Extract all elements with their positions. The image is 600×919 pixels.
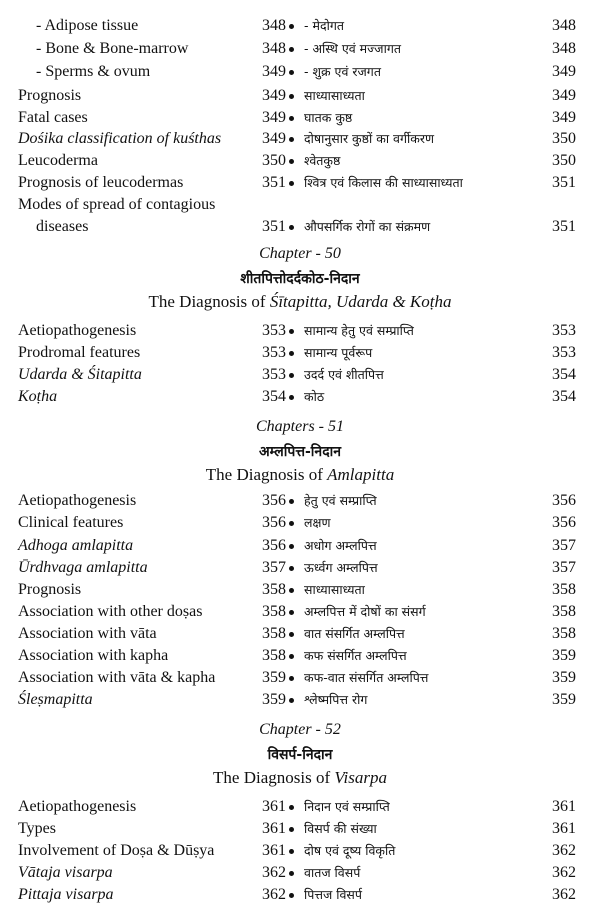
entry-page-hi: 350 [552,152,576,169]
entry-hi: वातज विसर्प [304,865,361,880]
entry-hi: अधोग अम्लपित्त [304,538,377,553]
chapter-title [0,768,600,788]
entry-hi: - मेदोगत [304,18,344,33]
chapter-title-terms: Amlapitta [327,465,395,484]
entry-en: Aetiopathogenesis [18,322,137,339]
entry-page: 349 [262,87,286,104]
entry-page: 358 [262,625,286,642]
entry-page: 358 [262,647,286,664]
toc-entry [0,623,600,645]
toc-entry [0,796,600,818]
entry-hi: साध्यासाध्यता [304,88,365,103]
toc-entry [0,342,600,364]
entry-hi: वात संसर्गित अम्लपित्त [304,626,405,641]
entry-page: 361 [262,842,286,859]
toc-entry [0,61,600,83]
chapter-title-prefix: The Diagnosis of [148,292,270,311]
toc-entry [0,386,600,408]
entry-hi: श्लेष्मपित्त रोग [304,692,368,707]
toc-entry [0,689,600,711]
entry-en: Prognosis [18,581,82,598]
chapter-number: Chapter - 50 [259,245,341,262]
toc-entry [0,172,600,194]
toc-entry [0,512,600,534]
entry-page: 348 [262,17,286,34]
toc-entry [0,818,600,840]
entry-page: 356 [262,537,286,554]
entry-page: 356 [262,492,286,509]
entry-page: 359 [262,691,286,708]
entry-page-hi: 351 [552,218,576,235]
entry-en: Prognosis [18,87,82,104]
entry-page-hi: 358 [552,603,576,620]
entry-page: 362 [262,886,286,903]
entry-en: - Sperms & ovum [36,63,151,80]
entry-page: 349 [262,109,286,126]
entry-page-hi: 359 [552,691,576,708]
entry-page: 358 [262,581,286,598]
entry-en: Association with vāta [18,625,157,642]
chapter-hindi-title: विसर्प-निदान [267,747,333,763]
toc-entry [0,15,600,37]
chapter-number: Chapters - 51 [256,418,344,435]
entry-hi: औपसर्गिक रोगों का संक्रमण [304,219,431,234]
entry-en: Aetiopathogenesis [18,492,137,509]
entry-page-hi: 361 [552,820,576,837]
entry-en: Udarda & Śitapitta [18,366,142,383]
toc-entry [0,216,600,238]
entry-page: 353 [262,322,286,339]
entry-hi: अम्लपित्त में दोषों का संसर्ग [304,604,426,619]
entry-page: 358 [262,603,286,620]
toc-entry [0,579,600,601]
chapter-title-prefix: The Diagnosis of [205,465,328,484]
entry-en: Types [18,820,56,837]
chapter-hindi-title: अम्लपित्त-निदान [258,444,342,460]
entry-hi: - शुक्र एवं रजगत [304,64,381,79]
toc-entry [0,667,600,689]
entry-hi: ऊर्ध्वग अम्लपित्त [304,560,378,575]
entry-en: Association with vāta & kapha [18,669,216,686]
entry-page: 353 [262,366,286,383]
chapter-title-terms: Śītapitta, Udarda & Koṭha [269,292,452,311]
entry-hi: कफ संसर्गित अम्लपित्त [304,648,407,663]
entry-en: - Adipose tissue [36,17,139,34]
entry-hi: उदर्द एवं शीतपित्त [304,367,384,382]
entry-en: Association with kapha [18,647,169,664]
toc-entry [0,128,600,150]
entry-en: Prognosis of leucodermas [18,174,184,191]
entry-hi: श्वेतकुष्ठ [304,153,341,168]
toc-entry-continued [0,194,600,216]
entry-en: Fatal cases [18,109,88,126]
entry-page-hi: 351 [552,174,576,191]
entry-en: Pittaja visarpa [18,886,114,903]
entry-page: 361 [262,820,286,837]
entry-en: - Bone & Bone-marrow [36,40,189,57]
toc-entry [0,320,600,342]
entry-page: 351 [262,174,286,191]
toc-entry [0,85,600,107]
entry-hi: श्वित्र एवं किलास की साध्यासाध्यता [304,175,463,190]
entry-en: Koṭha [18,388,58,405]
entry-hi: साध्यासाध्यता [304,582,365,597]
entry-en: Vātaja visarpa [18,864,113,881]
entry-page: 361 [262,798,286,815]
entry-page-hi: 359 [552,669,576,686]
entry-page: 351 [262,218,286,235]
entry-page-hi: 359 [552,647,576,664]
entry-hi: दोष एवं दूष्य विकृति [304,843,396,858]
entry-hi: घातक कुष्ठ [304,110,353,125]
entry-hi: सामान्य हेतु एवं सम्प्राप्ति [304,323,414,338]
toc-entry [0,38,600,60]
entry-page-hi: 356 [552,492,576,509]
entry-page-hi: 357 [552,559,576,576]
toc-entry [0,150,600,172]
chapter-title-prefix: The Diagnosis of [213,768,335,787]
entry-page-hi: 354 [552,366,576,383]
toc-entry [0,601,600,623]
entry-hi: कोठ [304,389,325,404]
entry-page-hi: 349 [552,109,576,126]
entry-en: diseases [36,218,89,235]
entry-page: 350 [262,152,286,169]
entry-en: Aetiopathogenesis [18,798,137,815]
entry-page-hi: 361 [552,798,576,815]
entry-hi: कफ-वात संसर्गित अम्लपित्त [304,670,429,685]
entry-page-hi: 350 [552,130,576,147]
entry-hi: निदान एवं सम्प्राप्ति [304,799,390,814]
entry-en: Śleṣmapitta [18,691,93,708]
entry-page-hi: 354 [552,388,576,405]
entry-page-hi: 356 [552,514,576,531]
entry-hi: हेतु एवं सम्प्राप्ति [304,493,377,508]
toc-entry [0,645,600,667]
entry-en: Adhoga amlapitta [18,537,134,554]
entry-page-hi: 348 [552,40,576,57]
entry-page-hi: 353 [552,344,576,361]
toc-entry [0,862,600,884]
entry-hi: - अस्थि एवं मज्जागत [304,41,401,56]
chapter-title-terms: Visarpa [334,768,387,787]
entry-hi: पित्तज विसर्प [304,887,362,902]
chapter-number: Chapter - 52 [259,721,341,738]
entry-page-hi: 348 [552,17,576,34]
entry-hi: लक्षण [304,515,331,530]
entry-en: Association with other doṣas [18,603,203,620]
entry-page-hi: 362 [552,842,576,859]
entry-page-hi: 353 [552,322,576,339]
toc-entry [0,840,600,862]
entry-page: 357 [262,559,286,576]
entry-hi: दोषानुसार कुष्ठों का वर्गीकरण [304,131,435,146]
entry-page-hi: 358 [552,581,576,598]
entry-en: Involvement of Doṣa & Dūṣya [18,842,215,859]
entry-page: 349 [262,63,286,80]
toc-entry [0,535,600,557]
entry-page: 353 [262,344,286,361]
entry-en: Clinical features [18,514,124,531]
entry-hi: विसर्प की संख्या [304,821,377,836]
chapter-title [0,292,600,312]
entry-page: 354 [262,388,286,405]
entry-page-hi: 349 [552,63,576,80]
entry-en: Ūrdhvaga amlapitta [18,559,148,576]
entry-page: 349 [262,130,286,147]
entry-page-hi: 362 [552,864,576,881]
entry-page-hi: 358 [552,625,576,642]
entry-page: 356 [262,514,286,531]
entry-en: Modes of spread of contagious [18,196,216,213]
entry-page-hi: 349 [552,87,576,104]
entry-en: Prodromal features [18,344,141,361]
chapter-title [0,465,600,485]
entry-en: Dośika classification of kuśthas [18,130,222,147]
entry-page: 362 [262,864,286,881]
entry-page: 359 [262,669,286,686]
toc-entry [0,490,600,512]
toc-entry [0,107,600,129]
toc-entry [0,364,600,386]
entry-en: Leucoderma [18,152,98,169]
entry-hi: सामान्य पूर्वरूप [304,345,373,360]
entry-page: 348 [262,40,286,57]
toc-entry [0,557,600,579]
chapter-hindi-title: शीतपित्तोदर्दकोठ-निदान [240,271,360,287]
toc-entry [0,884,600,906]
entry-page-hi: 362 [552,886,576,903]
entry-page-hi: 357 [552,537,576,554]
